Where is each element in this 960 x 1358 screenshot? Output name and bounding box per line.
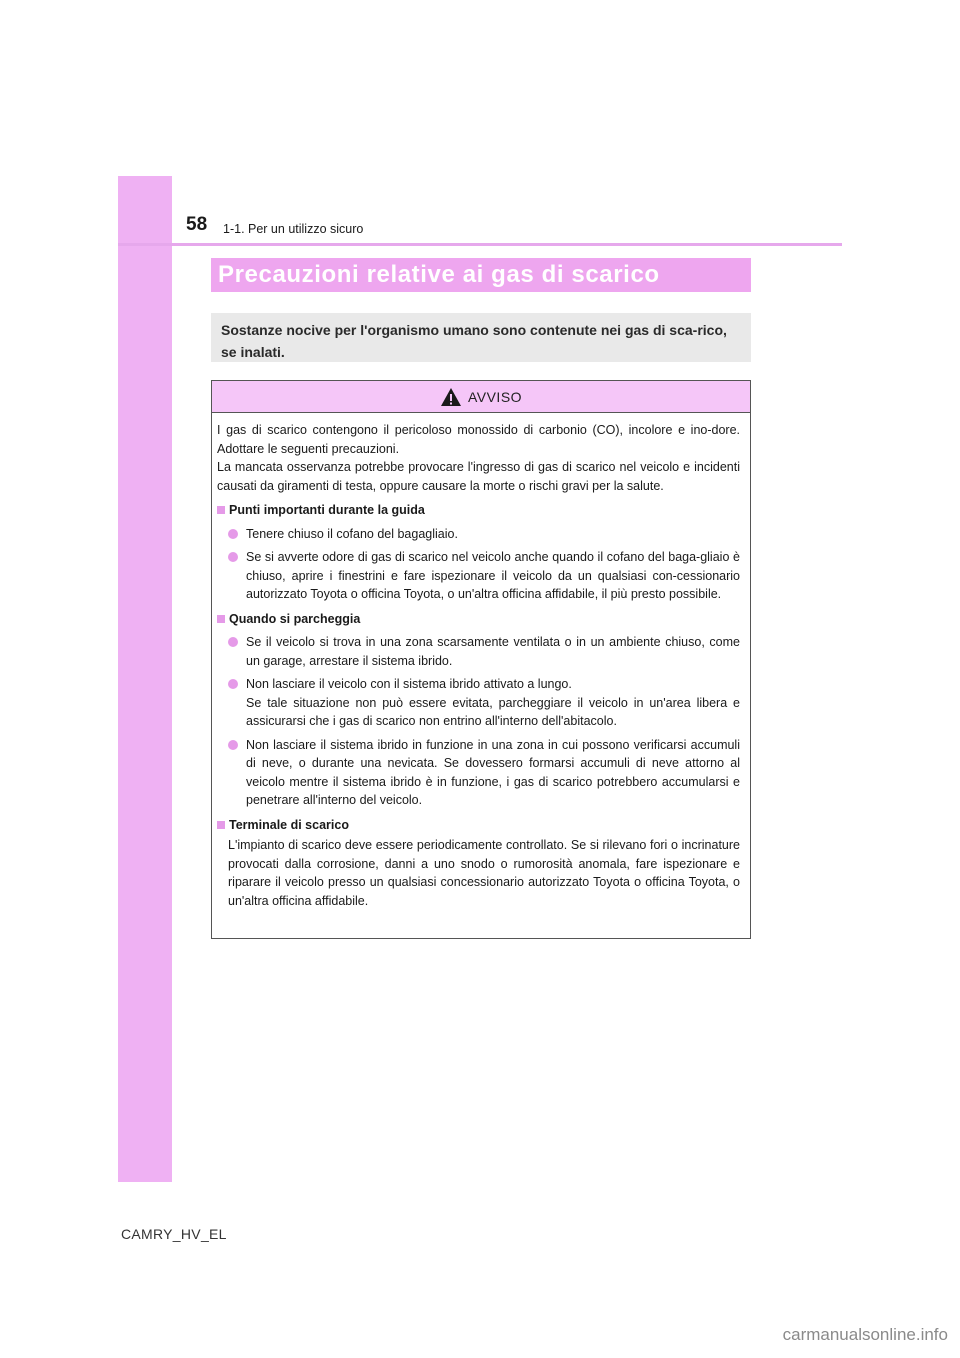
circle-bullet-icon — [228, 637, 238, 647]
section-label: 1-1. Per un utilizzo sicuro — [223, 222, 364, 236]
list-item-text-continued: Se tale situazione non può essere evitata, parcheggiare il veicolo in un'area libera e assicurarsi che i gas di scarico non entrino all'interno dell'abitacolo. — [246, 695, 740, 728]
page-number: 58 — [186, 214, 208, 235]
list-item — [217, 736, 740, 810]
circle-bullet-icon — [228, 552, 238, 562]
footer-code: CAMRY_HV_EL — [121, 1226, 227, 1242]
warning-paragraph-2: La mancata osservanza potrebbe provocare l'ingresso di gas di scarico nel veicolo e incidenti causati da giramenti di testa, oppure causare la morte o rischi gravi per la salute. — [217, 460, 740, 493]
watermark: carmanualsonline.info — [782, 1325, 948, 1344]
page-title: Precauzioni relative ai gas di scarico — [218, 261, 660, 288]
list-item — [217, 675, 740, 731]
warning-label: AVVISO — [467, 388, 523, 405]
list-item-text: Non lasciare il veicolo con il sistema ibrido attivato a lungo. — [246, 677, 572, 691]
square-bullet-icon — [217, 615, 225, 623]
title-banner — [211, 258, 751, 292]
list-item-text: Tenere chiuso il cofano del bagagliaio. — [246, 526, 458, 541]
side-band — [118, 176, 172, 1182]
warning-body — [212, 413, 750, 910]
section-heading-parking — [217, 610, 740, 629]
circle-bullet-icon — [228, 529, 238, 539]
list-item — [217, 548, 740, 604]
exhaust-paragraph: L'impianto di scarico deve essere periodicamente controllato. Se si rilevano fori o incrinature provocati dalla corrosione, danni a uno snodo o rumorosità anomala, fare ispezionare e riparare il veicolo presso un qualsiasi concessionario autorizzato Toyota o officina Toyota, o un'altra officina affidabile. — [228, 838, 740, 908]
list-item-text: Se il veicolo si trova in una zona scarsamente ventilata o in un ambiente chiuso, come un garage, arrestare il sistema ibrido. — [246, 635, 740, 668]
circle-bullet-icon — [228, 679, 238, 689]
square-bullet-icon — [217, 821, 225, 829]
circle-bullet-icon — [228, 740, 238, 750]
section-heading-text: Punti importanti durante la guida — [229, 503, 425, 517]
warning-header — [212, 381, 750, 413]
warning-triangle-icon — [440, 387, 462, 407]
list-item-text: Se si avverte odore di gas di scarico nel veicolo anche quando il cofano del baga-gliaio è chiuso, aprire i finestrini e fare ispezionare il veicolo da un qualsiasi con-cessionario autorizzato Toyota o officina Toyota, o un'altra officina affidabile, il più presto possibile. — [246, 550, 740, 601]
section-heading-exhaust — [217, 816, 740, 835]
square-bullet-icon — [217, 506, 225, 514]
section-heading-driving — [217, 501, 740, 520]
list-item — [217, 633, 740, 670]
section-heading-text: Quando si parcheggia — [229, 611, 361, 626]
intro-box: Sostanze nocive per l'organismo umano sono contenute nei gas di sca-rico, se inalati. — [211, 313, 751, 362]
list-item-text: Non lasciare il sistema ibrido in funzione in una zona in cui possono verificarsi accumuli di neve, o durante una nevicata. Se dovessero formarsi accumuli di neve attorno al veicolo mentre il sistema ibrido è in funzione, i gas di scarico potrebbero accumularsi e penetrare all'interno del veicolo. — [246, 737, 740, 807]
warning-paragraph-1: I gas di scarico contengono il pericoloso monossido di carbonio (CO), incolore e ino-dore. Adottare le seguenti precauzioni. — [217, 423, 740, 456]
list-item — [217, 525, 740, 544]
warning-box — [211, 380, 751, 939]
header-rule — [118, 243, 842, 246]
section-heading-text: Terminale di scarico — [229, 817, 349, 832]
